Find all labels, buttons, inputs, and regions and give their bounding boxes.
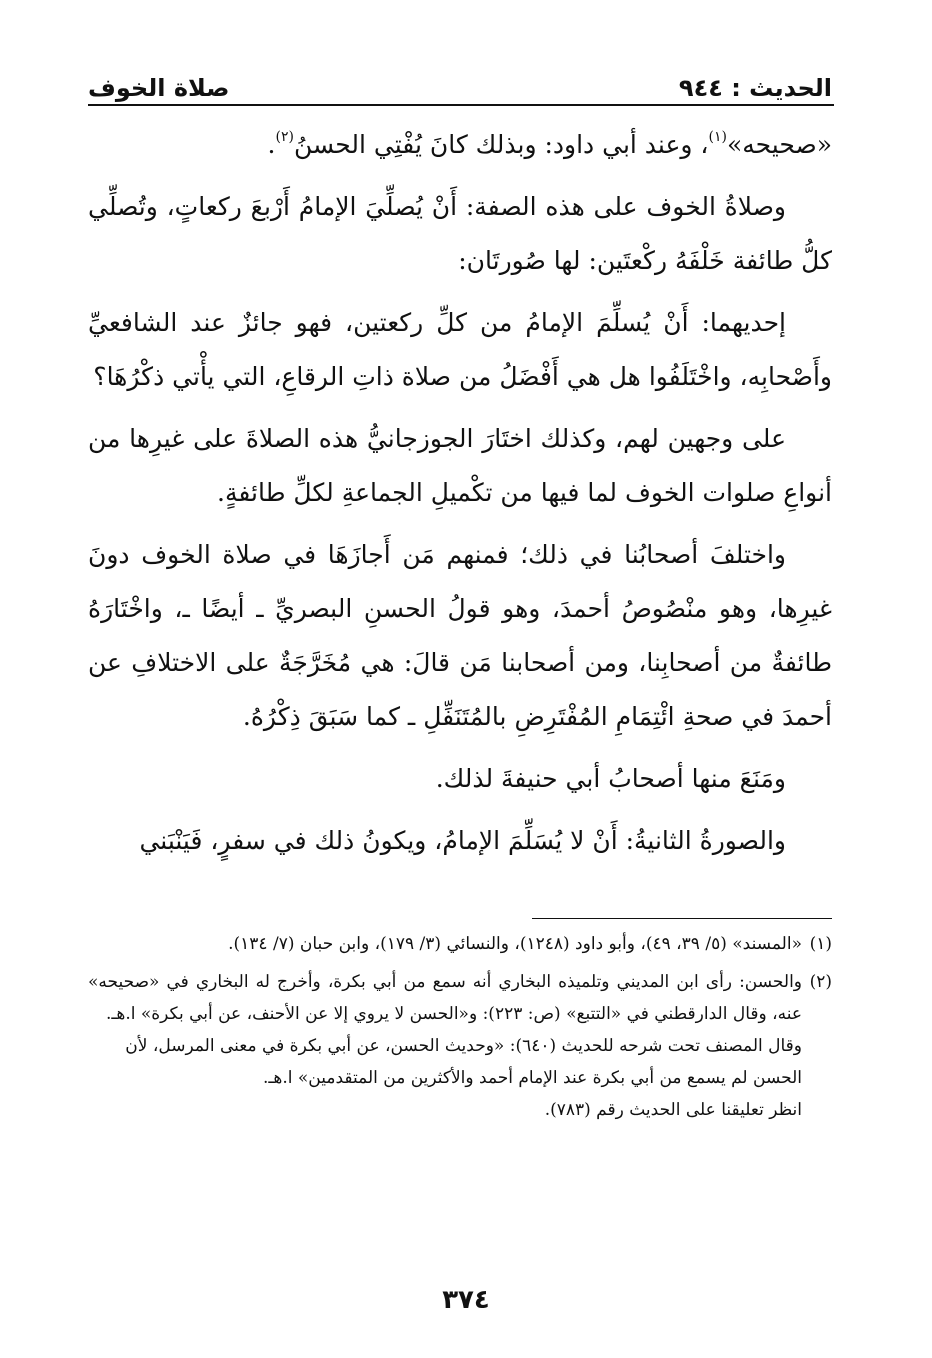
footnote-separator bbox=[532, 918, 832, 919]
footnote-1 bbox=[88, 928, 832, 960]
footnote-2-text: والحسن: رأى ابن المديني وتلميذه البخاري أنه سمع من أبي بكرة، وأخرج له البخاري في «صحيحه» عنه، وقال الدارقطني في «التتبع» (ص: ٢٢٣): و«الحسن لا يروي إلا عن الأحنف، عن أبي بكرة» ا.هـ. bbox=[88, 972, 802, 1024]
page-header bbox=[88, 62, 832, 102]
paragraph-3: إحديهما: أَنْ يُسلِّمَ الإمامُ من كلِّ ركعتين، فهو جائزٌ عند الشافعيِّ وأَصْحابِه، واخْتَلَفُوا هل هي أَفْضَلُ من صلاة ذاتِ الرقاعِ، التي يأْتي ذكْرُهَا؟ bbox=[88, 308, 832, 391]
header-rule bbox=[88, 104, 834, 106]
footnote-2-reference: انظر تعليقنا على الحديث رقم (٧٨٣). bbox=[544, 1100, 802, 1120]
footnote-2-number: (٢) bbox=[809, 972, 832, 992]
footnote-2-continued: وقال المصنف تحت شرحه للحديث (٦٤٠): «وحديث الحسن، عن أبي بكرة في معنى المرسل، لأن الحسن لم يسمع من أبي بكرة عند الإمام أحمد والأكثرين من المتقدمين» ا.هـ. bbox=[125, 1036, 802, 1088]
footnote-1-text: «المسند» (٥/ ٣٩، ٤٩)، وأبو داود (١٢٤٨)، والنسائي (٣/ ١٧٩)، وابن حبان (٧/ ١٣٤). bbox=[228, 934, 802, 954]
paragraph-6: ومَنَعَ منها أصحابُ أبي حنيفةَ لذلك. bbox=[435, 764, 786, 793]
page-number: ٣٧٤ bbox=[442, 1285, 490, 1315]
footnote-2 bbox=[88, 966, 832, 1030]
footnote-ref-1: (١) bbox=[708, 129, 727, 145]
paragraph-4: على وجهين لهم، وكذلك اختَارَ الجوزجانيُّ هذه الصلاةَ على غيرِها من أنواعِ صلوات الخوف لما فيها من تكْميلِ الجماعةِ لكلِّ طائفةٍ. bbox=[88, 424, 832, 507]
footnote-1-number: (١) bbox=[809, 934, 832, 954]
paragraph-2: وصلاةُ الخوف على هذه الصفة: أَنْ يُصلِّيَ الإمامُ أَرْبعَ ركعاتٍ، وتُصلِّي كلُّ طائفة خَلْفَهُ ركْعتَين: لها صُورتَان: bbox=[88, 192, 832, 275]
footnote-ref-2: (٢) bbox=[275, 129, 294, 145]
paragraph-5: واختلفَ أصحابُنا في ذلك؛ فمنهم مَن أَجازَهَا في صلاة الخوف دونَ غيرِها، وهو منْصُوصُ أحمدَ، وهو قولُ الحسنِ البصريِّ ـ أيضًا ـ، واخْتَارَهُ طائفةٌ من أصحابِنا، ومن أصحابنا مَن قالَ: هي مُخَرَّجَةٌ على الاختلافِ عن أحمدَ في صحةِ ائْتِمَامِ المُفْتَرِضِ بالمُتَنَفِّلِ ـ كما سَبَقَ ذِكْرُهُ. bbox=[88, 540, 832, 731]
chapter-title: صلاة الخوف bbox=[88, 74, 230, 102]
paragraph-7: والصورةُ الثانيةُ: أَنْ لا يُسَلِّمَ الإمامُ، ويكونُ ذلك في سفرٍ، فَيَنْبَني bbox=[139, 826, 786, 855]
paragraph-1: «صحيحه»$^{(١)}$، وعند أبي داود: وبذلك كانَ يُفْتِي الحسنُ$^{(٢)}$. bbox=[267, 129, 832, 159]
hadith-number: الحديث : ٩٤٤ bbox=[678, 74, 832, 102]
main-text bbox=[88, 118, 832, 908]
footnotes bbox=[88, 928, 832, 1268]
